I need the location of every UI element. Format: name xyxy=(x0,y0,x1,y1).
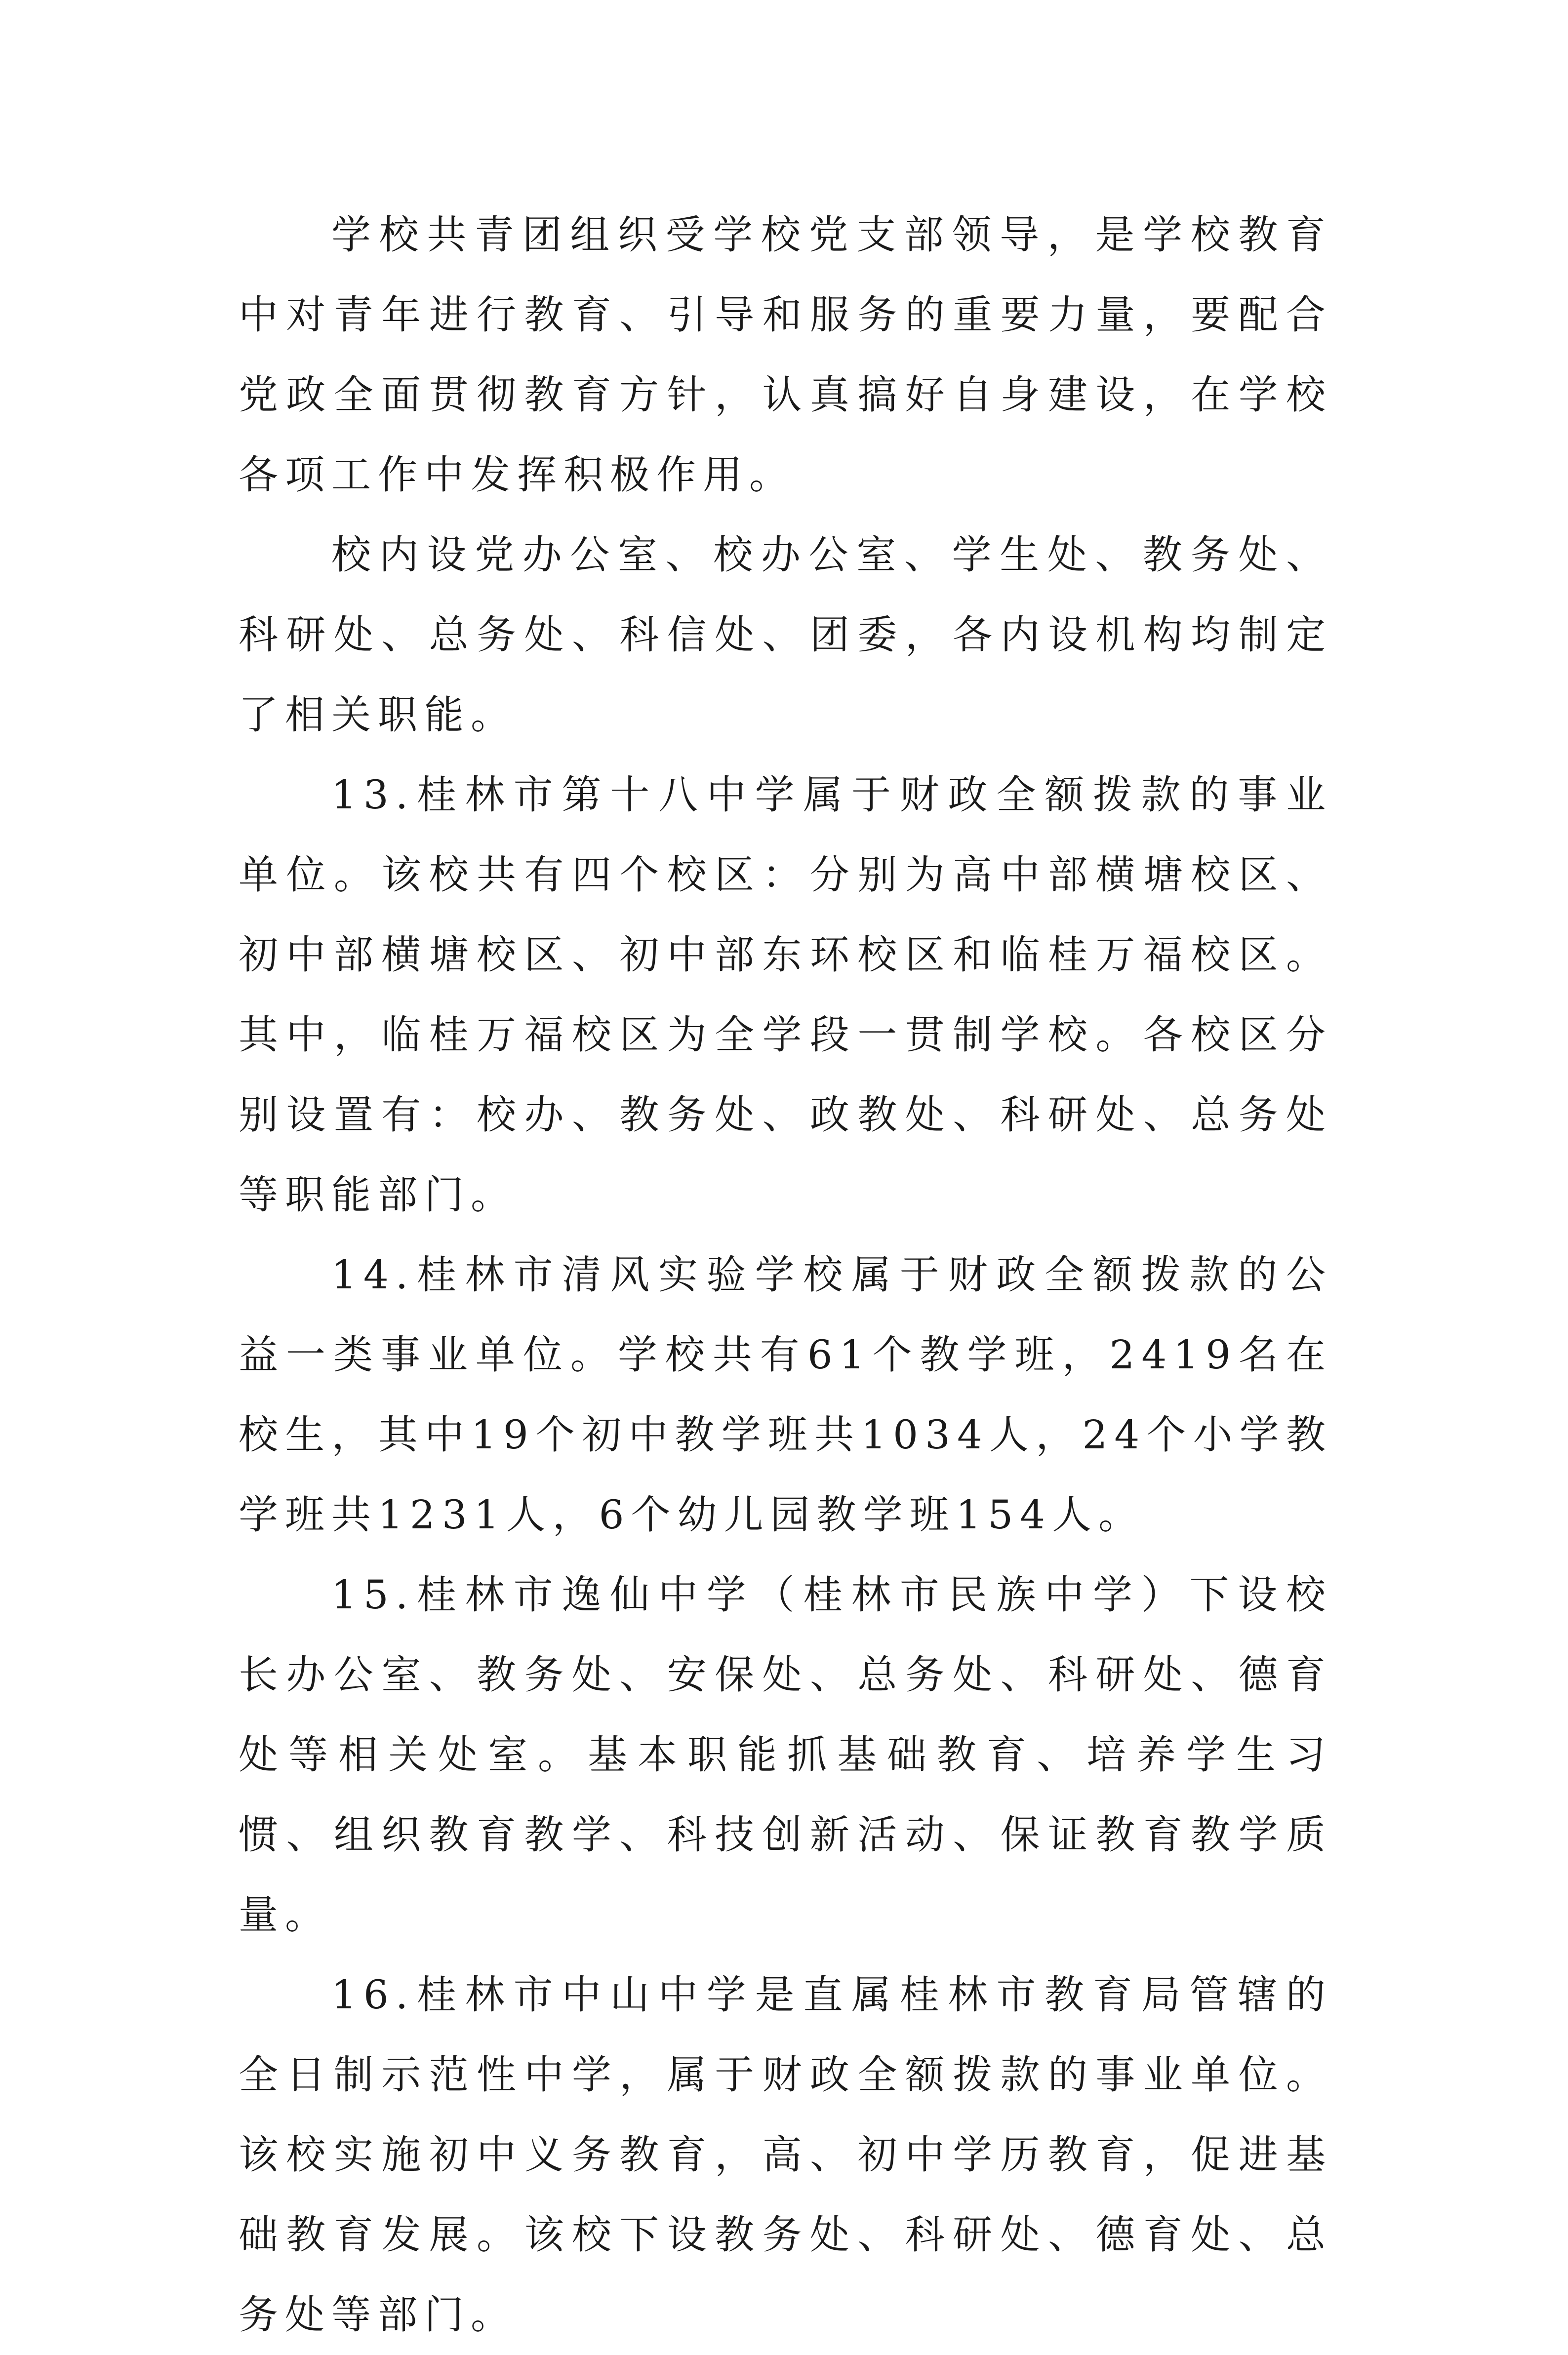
paragraph-youth-league: 学校共青团组织受学校党支部领导，是学校教育中对青年进行教育、引导和服务的重要力量，要配合党政全面贯彻教育方针，认真搞好自身建设，在学校各项工作中发挥积极作用。 xyxy=(239,212,1332,498)
paragraph-item-13: 13.桂林市第十八中学属于财政全额拨款的事业单位。该校共有四个校区：分别为高中部横塘校区、初中部横塘校区、初中部东环校区和临桂万福校区。其中，临桂万福校区为全学段一贯制学校。各校区分别设置有：校办、教务处、政教处、科研处、总务处等职能部门。 xyxy=(239,772,1332,1218)
paragraph-internal-departments: 校内设党办公室、校办公室、学生处、教务处、科研处、总务处、科信处、团委，各内设机构均制定了相关职能。 xyxy=(239,532,1332,738)
document-body xyxy=(239,195,1332,2355)
paragraph-item-16: 16.桂林市中山中学是直属桂林市教育局管辖的全日制示范性中学，属于财政全额拨款的事业单位。该校实施初中义务教育，高、初中学历教育，促进基础教育发展。该校下设教务处、科研处、德育处、总务处等部门。 xyxy=(239,1972,1332,2338)
paragraph-item-14: 14.桂林市清风实验学校属于财政全额拨款的公益一类事业单位。学校共有61个教学班，2419名在校生，其中19个初中教学班共1034人，24个小学教学班共1231人，6个幼儿园教学班154人。 xyxy=(239,1252,1332,1538)
paragraph-item-15: 15.桂林市逸仙中学（桂林市民族中学）下设校长办公室、教务处、安保处、总务处、科研处、德育处等相关处室。基本职能抓基础教育、培养学生习惯、组织教育教学、科技创新活动、保证教育教学质量。 xyxy=(239,1572,1332,1938)
